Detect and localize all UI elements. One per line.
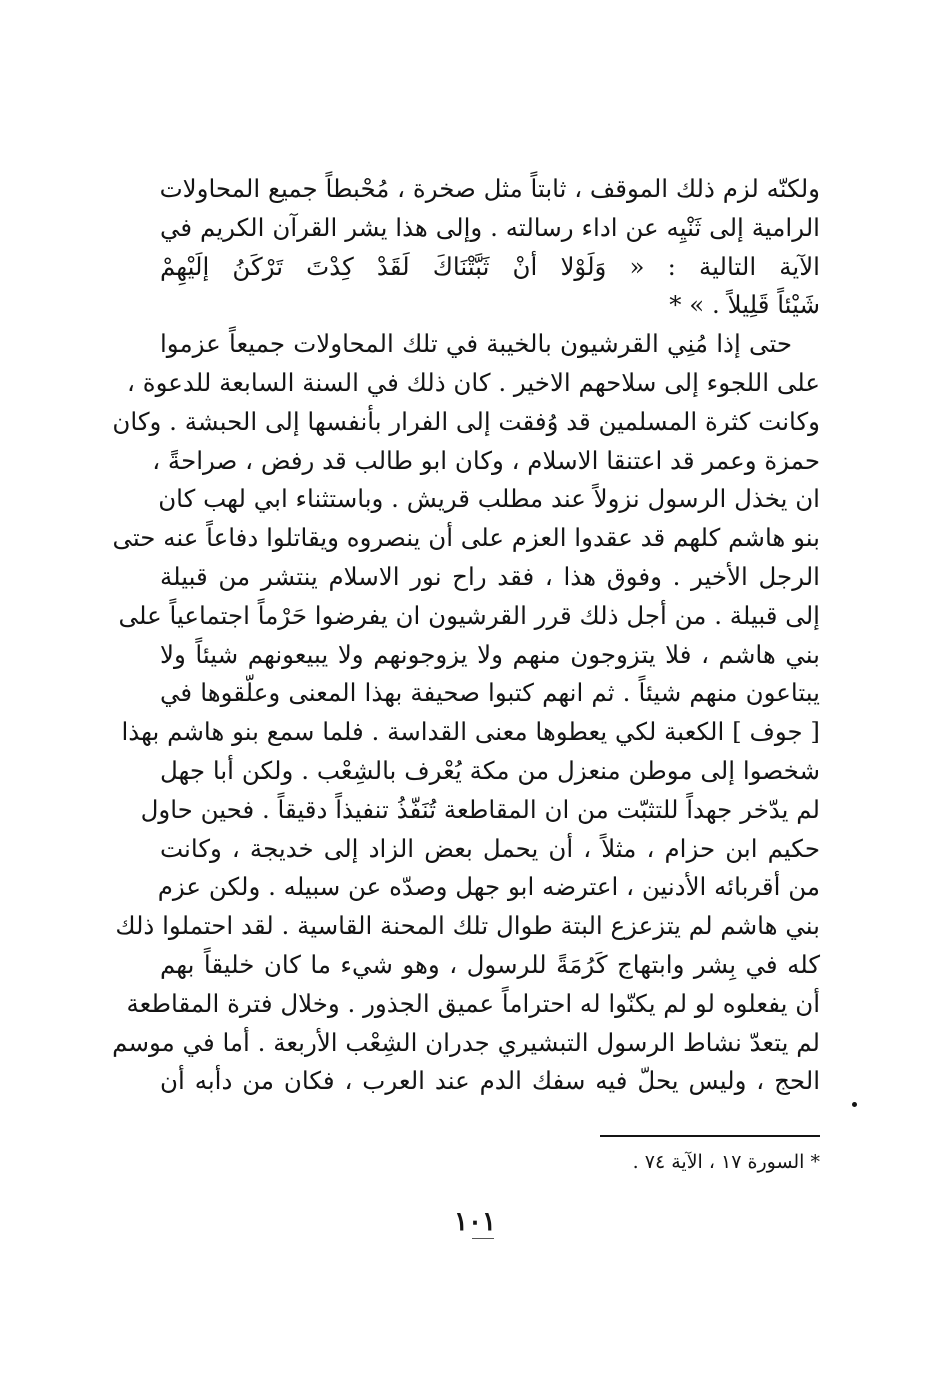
text-line: بني هاشم ، فلا يتزوجون منهم ولا يزوجونهم ولا يبيعونهم شيئاً ولا bbox=[160, 639, 820, 669]
text-line: لم يتعدّ نشاط الرسول التبشيري جدران الشِعْب الأربعة . أما في موسم bbox=[112, 1027, 820, 1057]
text-line: كله في بِشر وابتهاج كَرُمَةً للرسول ، وهو شيء ما كان خليقاً بهم bbox=[160, 949, 820, 979]
text-line: يبتاعون منهم شيئاً . ثم انهم كتبوا صحيفة بهذا المعنى وعلّقوها في bbox=[160, 678, 820, 708]
text-line: ان يخذل الرسول نزولاً عند مطلب قريش . وباستثناء ابي لهب كان bbox=[158, 484, 820, 514]
footnote-separator bbox=[600, 1135, 820, 1137]
footnote: * السورة ١٧ ، الآية ٧٤ . bbox=[632, 1151, 820, 1173]
text-line: حكيم ابن حزام ، مثلاً ، أن يحمل بعض الزاد إلى خديجة ، وكانت bbox=[160, 833, 820, 863]
text-line: حمزة وعمر قد اعتنقا الاسلام ، وكان ابو طالب قد رفض ، صراحةً ، bbox=[152, 445, 820, 475]
text-line: أن يفعلوه لو لم يكنّوا له احتراماً عميق الجذور . وخلال فترة المقاطعة bbox=[126, 988, 820, 1018]
text-line: من أقربائه الأدنين ، اعترضه ابو جهل وصدّه عن سبيله . ولكن عزم bbox=[157, 872, 820, 902]
margin-dot bbox=[852, 1102, 857, 1107]
text-line: وكانت كثرة المسلمين قد وُفقت إلى الفرار بأنفسها إلى الحبشة . وكان bbox=[112, 406, 820, 436]
text-line: الرجل الأخير . وفوق هذا ، فقد راح نور الاسلام ينتشر من قبيلة bbox=[160, 561, 820, 591]
text-line: على اللجوء إلى سلاحهم الاخير . كان ذلك في السنة السابعة للدعوة ، bbox=[127, 367, 820, 397]
text-line: شخصوا إلى موطن منعزل من مكة يُعْرف بالشِعْب . ولكن أبا جهل bbox=[160, 755, 820, 785]
text-line: [ جوف ] الكعبة لكي يعطوها معنى القداسة . فلما سمع بنو هاشم بهذا bbox=[121, 717, 820, 747]
text-line: شَيْئاً قَلِيلاً . » * bbox=[669, 290, 820, 320]
text-line: إلى قبيلة . من أجل ذلك قرر القرشيون ان يفرضوا حَرْماً اجتماعياً على bbox=[118, 600, 820, 630]
text-line: ولكنّه لزم ذلك الموقف ، ثابتاً مثل صخرة ، مُحْبطاً جميع المحاولات bbox=[159, 174, 820, 203]
text-line: الآية التالية : « وَلَوْلا أنْ ثَبَّتْنَاكَ لَقَدْ كِدْتَ تَرْكَنُ إلَيْهِمْ bbox=[160, 251, 820, 281]
text-line: بني هاشم لم يتزعزع البتة طوال تلك المحنة القاسية . لقد احتملوا ذلك bbox=[115, 911, 820, 941]
text-line: الحج ، وليس يحلّ فيه سفك الدم عند العرب ، فكان من دأبه أن bbox=[160, 1066, 820, 1096]
main-text bbox=[112, 170, 820, 1101]
text-line: لم يدّخر جهداً للتثبّت من ان المقاطعة تُنَفّذُ تنفيذاً دقيقاً . فحين حاول bbox=[140, 794, 820, 824]
page-number: ١٠١ bbox=[454, 1207, 496, 1237]
text-line: حتى إذا مُنِي القرشيون بالخيبة في تلك المحاولات جميعاً عزموا bbox=[160, 329, 792, 359]
text-line: بنو هاشم كلهم قد عقدوا العزم على أن ينصروه ويقاتلوا دفاعاً عنه حتى bbox=[112, 523, 820, 553]
page-number-underline bbox=[472, 1238, 494, 1239]
text-line: الرامية إلى ثَنْيِه عن اداء رسالته . وإلى هذا يشر القرآن الكريم في bbox=[160, 212, 820, 242]
